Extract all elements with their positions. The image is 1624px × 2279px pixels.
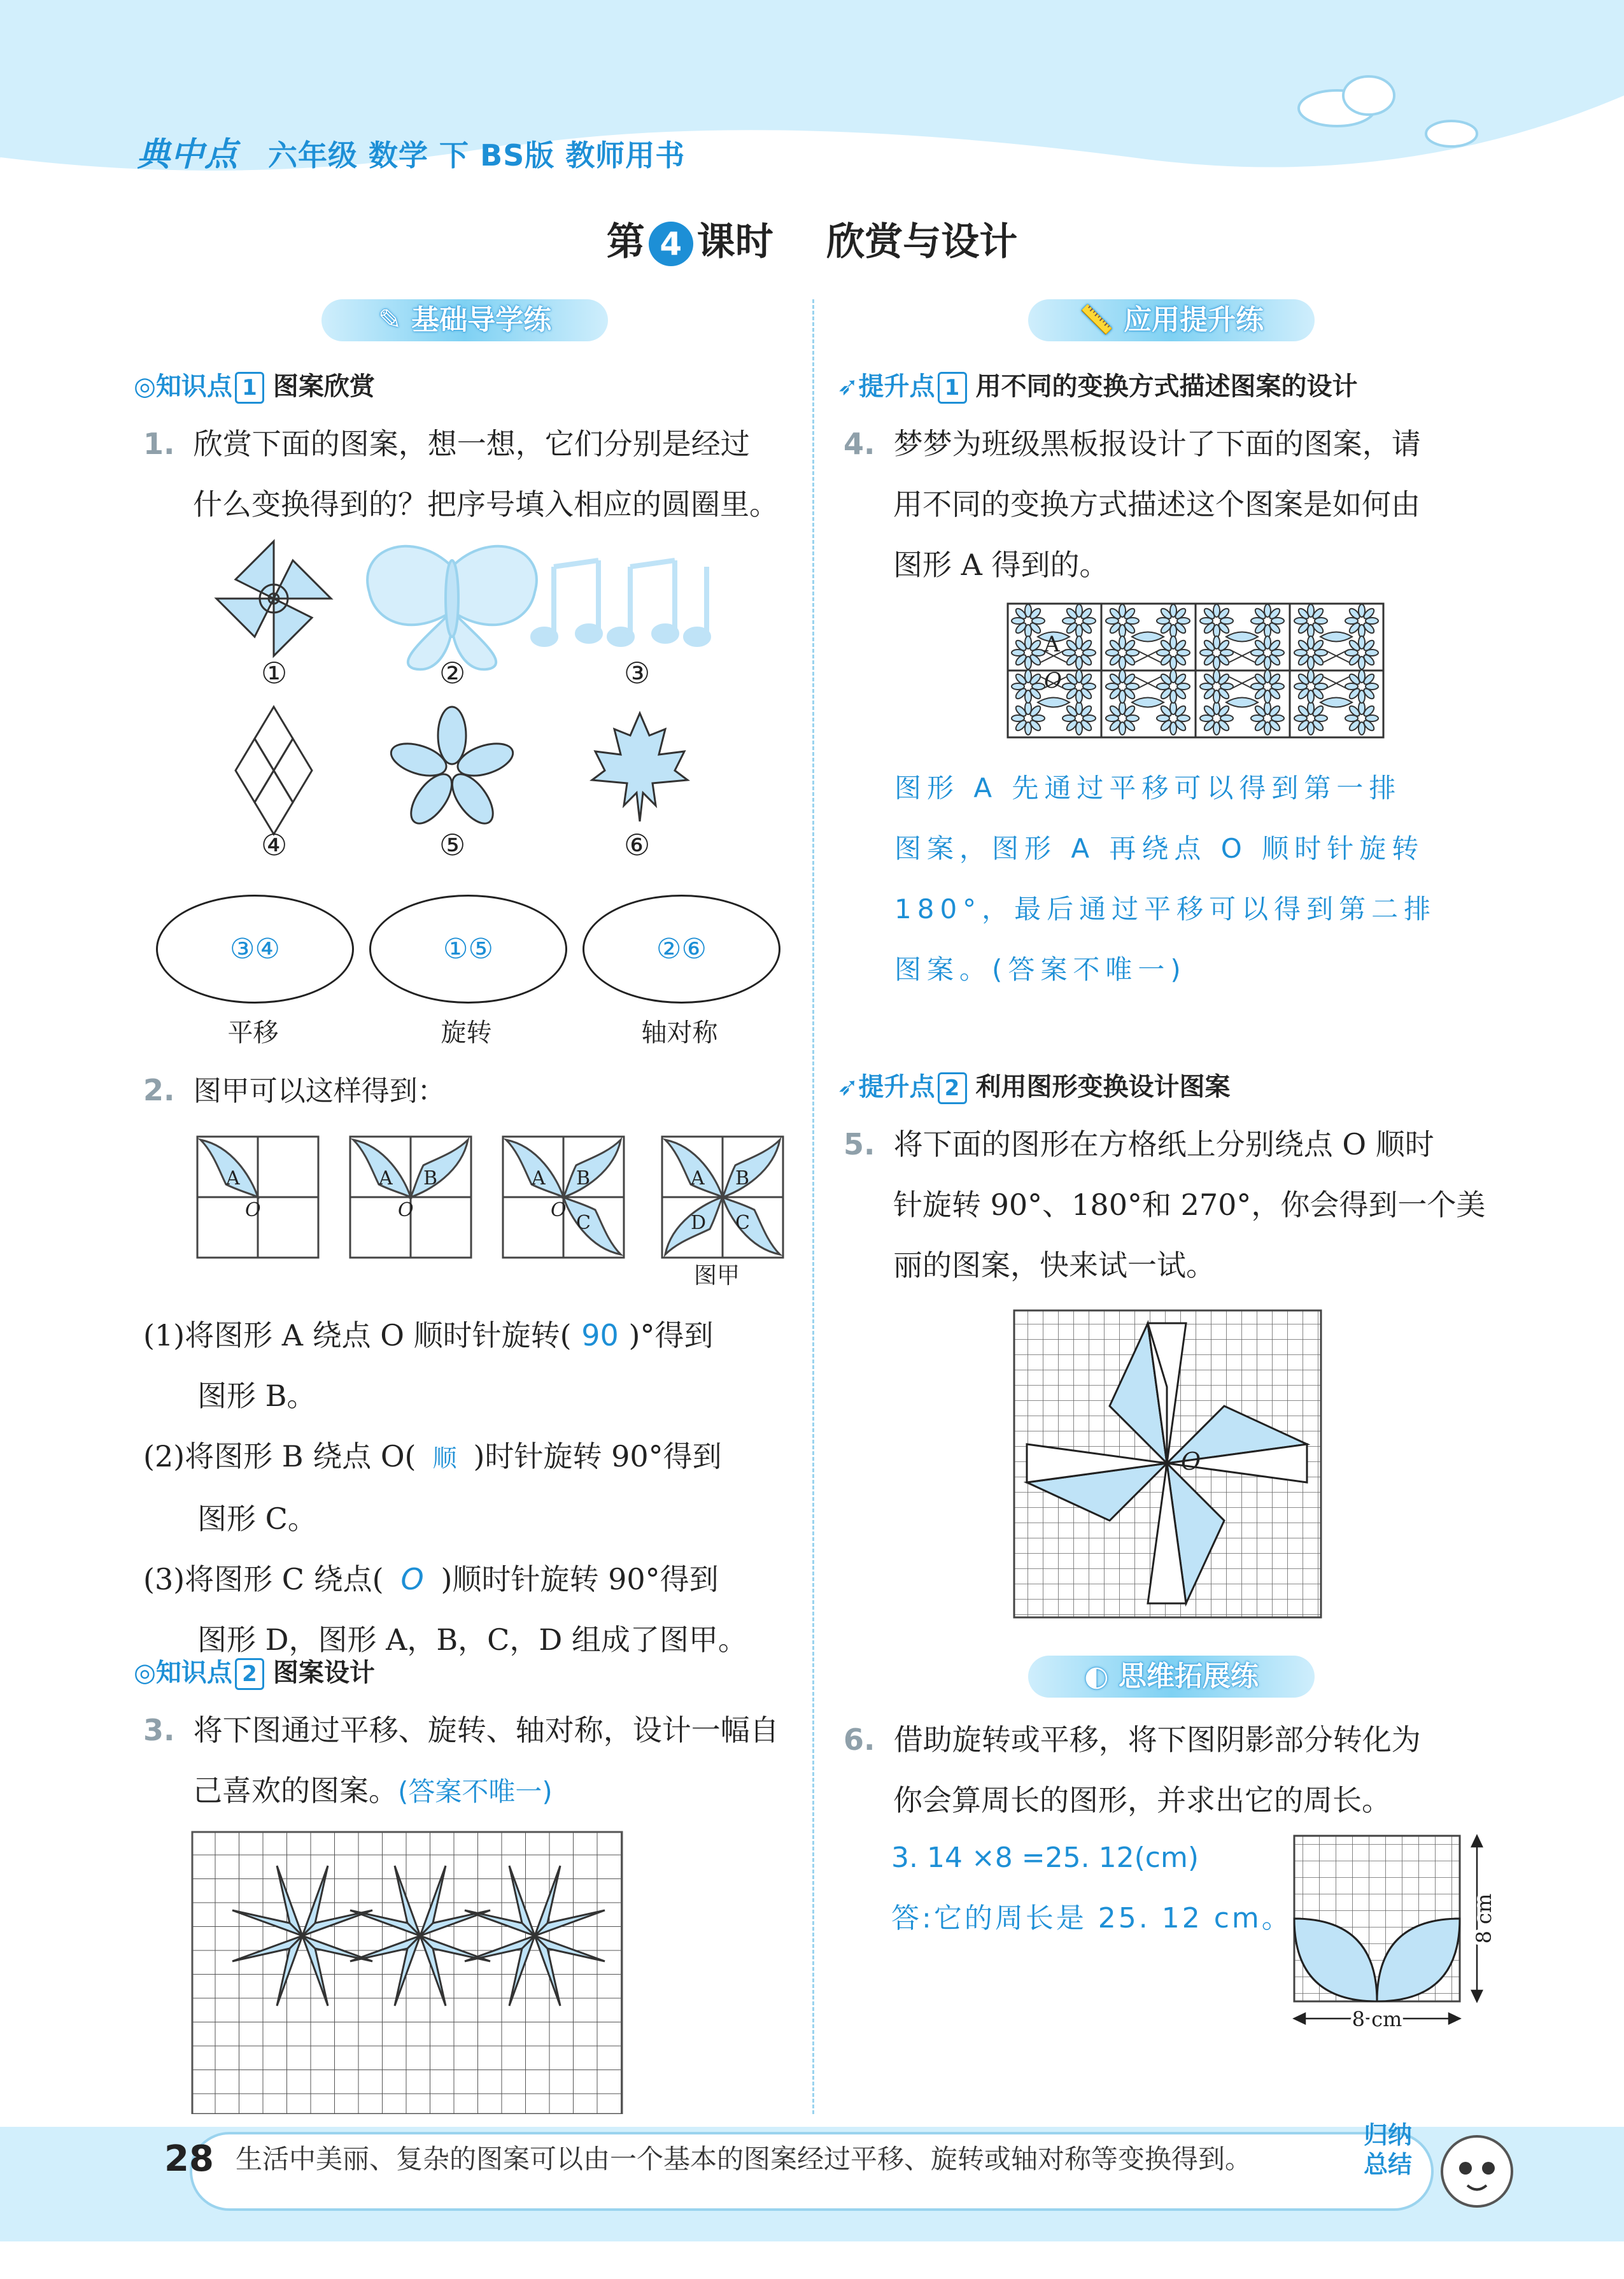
lesson-title	[0, 211, 1624, 266]
banner-basic	[321, 299, 608, 341]
q2-num: 2.	[143, 1073, 175, 1107]
target-icon: ◎	[134, 1658, 156, 1687]
banner-basic-label: 基础导学练	[411, 304, 552, 336]
q2-s3b: )顺时针旋转 90°得到	[441, 1562, 719, 1596]
answer-circle-symmetry[interactable]	[583, 895, 780, 1004]
ruler-icon: 📏	[1078, 304, 1114, 336]
header-brand	[137, 127, 685, 175]
kp1-text: 图案欣赏	[272, 372, 375, 401]
q5-num: 5.	[844, 1127, 875, 1161]
globe-icon: ◐	[1084, 1660, 1109, 1693]
q6-height-label: 8 cm	[1472, 1893, 1496, 1944]
kp1-num: 1	[235, 372, 264, 404]
leaves-figure	[387, 707, 517, 830]
q4-answer	[894, 758, 1499, 1000]
q3-line2: 己喜欢的图案。	[193, 1773, 398, 1808]
label-6: ⑥	[624, 828, 651, 862]
q4-ans2: 图案，图形 A 再绕点 O 顺时针旋转	[894, 833, 1425, 864]
improve-point-1	[837, 366, 1358, 404]
banner-extend	[1028, 1656, 1315, 1698]
lesson-suffix: 课时	[696, 220, 773, 264]
q6-answer	[891, 1828, 1292, 1949]
book-info: 六年级 数学 下 BS版 教师用书	[268, 138, 686, 173]
q4-line1: 梦梦为班级黑板报设计了下面的图案，请	[893, 427, 1421, 461]
tp2-text: 利用图形变换设计图案	[975, 1072, 1231, 1102]
tp2-num: 2	[938, 1072, 967, 1104]
footer-summary: 生活中美丽、复杂的图案可以由一个基本的图案经过平移、旋转或轴对称等变换得到。	[236, 2143, 1252, 2175]
header-band	[0, 0, 1624, 210]
label-1: ①	[261, 656, 288, 690]
tp1-text: 用不同的变换方式描述图案的设计	[975, 372, 1358, 401]
badge-line1: 归纳	[1363, 2121, 1412, 2149]
q3-line1: 将下图通过平移、旋转、轴对称，设计一幅自	[193, 1713, 779, 1747]
p2-label-o: O	[398, 1199, 414, 1221]
lesson-number: 4	[649, 222, 693, 266]
tp1-num: 1	[938, 372, 967, 404]
target-icon: ◎	[134, 372, 156, 401]
butterfly-figure	[367, 546, 537, 669]
q6-figure	[1286, 1828, 1515, 2031]
diamonds-figure	[236, 707, 312, 834]
question-5	[844, 1114, 1576, 1296]
q5-line1: 将下面的图形在方格纸上分别绕点 O 顺时	[893, 1127, 1434, 1161]
banner-apply	[1028, 299, 1315, 341]
kp1-tag: 知识点	[155, 372, 232, 401]
label-3: ③	[624, 656, 651, 690]
label-2: ②	[439, 656, 466, 690]
q4-ans4: 图案。(答案不唯一)	[894, 954, 1187, 985]
p3-label-c: C	[576, 1212, 591, 1234]
badge-line2: 总结	[1363, 2150, 1412, 2178]
music-notes-figure	[533, 560, 709, 644]
p2-label-a: A	[379, 1167, 393, 1189]
q2-s2b: )时针旋转 90°得到	[473, 1439, 722, 1473]
kp2-tag: 知识点	[155, 1658, 232, 1687]
q3-num: 3.	[143, 1713, 175, 1747]
fig-jia-caption: 图甲	[694, 1263, 740, 1289]
banner-extend-label: 思维拓展练	[1118, 1660, 1259, 1693]
tp2-tag: 提升点	[858, 1072, 935, 1102]
q2-steps	[143, 1305, 805, 1670]
q2-s3c: 图形 D，图形 A，B，C，D 组成了图甲。	[197, 1622, 747, 1657]
q6-line2: 你会算周长的图形，并求出它的周长。	[893, 1783, 1391, 1817]
kp2-num: 2	[235, 1658, 264, 1690]
q2-s2-answer[interactable]: 顺	[432, 1444, 457, 1472]
rocket-icon: ➶	[837, 1072, 859, 1102]
q6-line1: 借助旋转或平移，将下图阴影部分转化为	[893, 1722, 1421, 1757]
caption-symmetry: 轴对称	[641, 1018, 718, 1047]
q4-ans1: 图形 A 先通过平移可以得到第一排	[894, 772, 1402, 804]
pinwheel-figure	[216, 541, 331, 656]
p1-label-a: A	[226, 1167, 240, 1189]
p2-label-b: B	[423, 1167, 438, 1189]
q5-line3: 丽的图案，快来试一试。	[893, 1248, 1215, 1282]
q2-s1b: )°得到	[628, 1318, 714, 1352]
q5-grid	[1012, 1309, 1324, 1621]
q2-s2c: 图形 C。	[197, 1502, 317, 1536]
q4-label-o: O	[1044, 668, 1062, 693]
knowledge-point-2	[134, 1652, 375, 1690]
maple-leaf-figure	[592, 713, 688, 821]
caption-translation: 平移	[227, 1018, 279, 1047]
kp2-text: 图案设计	[272, 1658, 375, 1687]
q3-grid	[191, 1831, 624, 2114]
knowledge-point-1	[134, 366, 375, 404]
p1-label-o: O	[245, 1199, 261, 1221]
q1-num: 1.	[143, 427, 175, 461]
compass-icon: ✎	[378, 304, 402, 336]
banner-apply-label: 应用提升练	[1124, 304, 1264, 336]
q2-s1-answer[interactable]: 90	[581, 1318, 619, 1352]
q2-s3a: (3)将图形 C 绕点(	[143, 1562, 384, 1596]
circle-2-answer: ①⑤	[443, 933, 493, 965]
question-6	[844, 1710, 1576, 1831]
p3-label-a: A	[532, 1167, 546, 1189]
question-3	[143, 1700, 805, 1822]
label-5: ⑤	[439, 828, 466, 862]
lesson-name: 欣赏与设计	[826, 220, 1018, 264]
tp1-tag: 提升点	[858, 372, 935, 401]
lesson-prefix: 第	[606, 220, 645, 264]
q4-line3: 图形 A 得到的。	[893, 548, 1109, 582]
q1-line1: 欣赏下面的图案，想一想，它们分别是经过	[193, 427, 750, 461]
column-divider	[812, 299, 814, 2114]
rocket-icon: ➶	[837, 372, 859, 401]
p4-label-d: D	[691, 1212, 707, 1234]
p4-label-c: C	[735, 1212, 750, 1234]
circle-1-answer: ③④	[230, 933, 280, 965]
q2-s3-answer[interactable]: O	[400, 1562, 424, 1596]
q5-label-o: O	[1181, 1447, 1201, 1475]
page-number: 28	[164, 2138, 214, 2180]
p4-label-a: A	[691, 1167, 705, 1189]
q6-ans1: 3. 14 ×8 =25. 12(cm)	[891, 1842, 1199, 1874]
p4-label-b: B	[735, 1167, 750, 1189]
q6-width-label: 8 cm	[1352, 2007, 1402, 2031]
q3-answer: (答案不唯一)	[398, 1776, 553, 1807]
q4-pattern	[1006, 602, 1388, 742]
question-1	[143, 414, 799, 535]
q4-line2: 用不同的变换方式描述这个图案是如何由	[893, 487, 1420, 522]
question-2	[143, 1060, 446, 1121]
p3-label-b: B	[576, 1167, 591, 1189]
improve-point-2	[837, 1067, 1231, 1104]
answer-circle-translation[interactable]	[156, 895, 354, 1004]
q1-line2: 什么变换得到的？把序号填入相应的圆圈里。	[193, 487, 779, 522]
summary-badge	[1353, 2120, 1423, 2184]
q6-ans2: 答:它的周长是 25. 12 cm。	[891, 1902, 1292, 1935]
circle-3-answer: ②⑥	[656, 933, 707, 965]
q4-label-a: A	[1044, 632, 1060, 657]
q2-text: 图甲可以这样得到：	[193, 1075, 446, 1107]
q4-num: 4.	[844, 427, 875, 461]
q2-s1c: 图形 B。	[197, 1379, 316, 1413]
q2-s1a: (1)将图形 A 绕点 O 顺时针旋转(	[143, 1318, 572, 1352]
q2-s2a: (2)将图形 B 绕点 O(	[143, 1439, 416, 1473]
label-4: ④	[261, 828, 288, 862]
cartoon-character-icon	[1442, 2136, 1512, 2206]
brand-logo: 典中点	[137, 136, 239, 174]
answer-circle-rotation[interactable]	[369, 895, 567, 1004]
q4-ans3: 180°，最后通过平移可以得到第二排	[894, 893, 1437, 925]
caption-rotation: 旋转	[441, 1018, 492, 1047]
q5-line2: 针旋转 90°、180°和 270°，你会得到一个美	[893, 1188, 1486, 1222]
p3-label-o: O	[551, 1199, 567, 1221]
q6-num: 6.	[844, 1722, 875, 1757]
question-4	[844, 414, 1576, 595]
